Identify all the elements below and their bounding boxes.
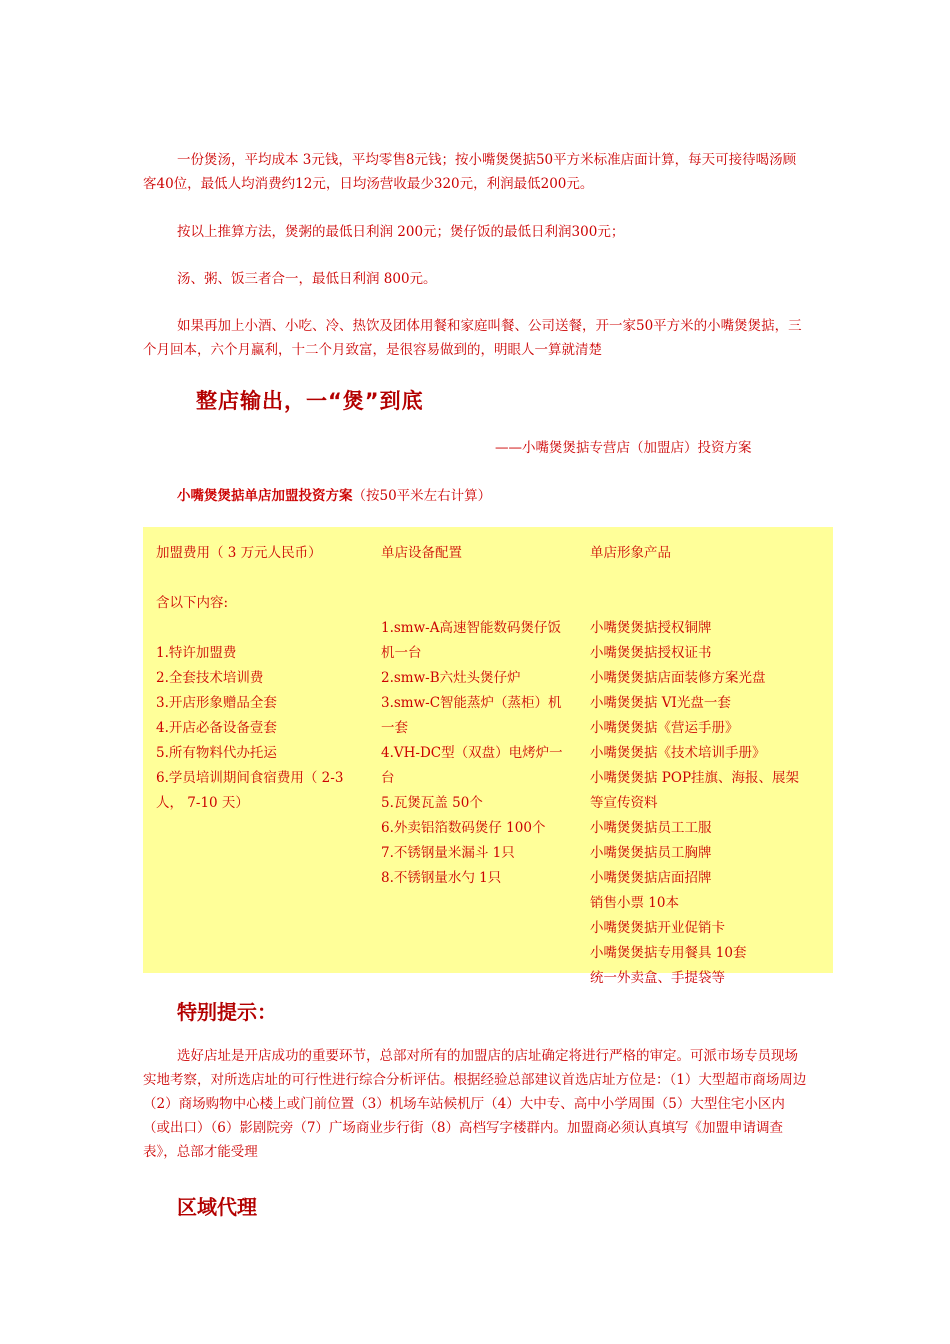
list-item: 小嘴煲煲掂《营运手册》 xyxy=(590,720,739,736)
list-item: 小嘴煲煲掂授权铜牌 xyxy=(590,620,712,636)
list-item: 小嘴煲煲掂员工工服 xyxy=(590,820,712,836)
section-subtitle-investment-plan: ——小嘴煲煲掂专营店（加盟店）投资方案 xyxy=(495,440,752,456)
list-item: 2.全套技术培训费 xyxy=(156,670,264,686)
list-item: 等宣传资料 xyxy=(590,795,658,811)
list-item: 统一外卖盒、手提袋等 xyxy=(590,970,725,986)
list-item: 小嘴煲煲掂 POP挂旗、海报、展架 xyxy=(590,770,800,786)
list-item: 人， 7-10 天） xyxy=(156,795,249,811)
list-item: 4.开店必备设备壹套 xyxy=(156,720,277,736)
list-item: 3.开店形象赠品全套 xyxy=(156,695,277,711)
list-item: 小嘴煲煲掂员工胸牌 xyxy=(590,845,712,861)
special-notice-paragraph: 选好店址是开店成功的重要环节，总部对所有的加盟店的店址确定将进行严格的审定。可派市场专员现场实地考察，对所选店址的可行性进行综合分析评估。根据经验总部建议首选店址方位是：（1）大型超市商场周边（2）商场购物中心楼上或门前位置（3）机场车站候机厅（4）大中专、高中小学周围（5）大型住宅小区内（或出口）（6）影剧院旁（7）广场商业步行街（8）高档写字楼群内。加盟商必须认真填写《加盟申请调查表》，总部才能受理 xyxy=(143,1048,807,1160)
list-item: 小嘴煲煲掂《技术培训手册》 xyxy=(590,745,766,761)
section-title-store-output: 整店输出，一“煲”到底 xyxy=(196,389,424,413)
plan-title-bold: 小嘴煲煲掂单店加盟投资方案 xyxy=(177,488,353,504)
list-item: 5.所有物料代办托运 xyxy=(156,745,277,761)
intro-paragraph-payback: 如果再加上小酒、小吃、冷、热饮及团体用餐和家庭叫餐、公司送餐，开一家50平方米的小嘴煲煲掂，三个月回本，六个月赢利，十二个月致富，是很容易做到的，明眼人一算就清楚 xyxy=(143,318,802,358)
section-title-regional-agent: 区域代理 xyxy=(177,1195,257,1219)
list-item: 4.VH-DC型（双盘）电烤炉一 xyxy=(381,745,563,761)
list-item: 小嘴煲煲掂店面装修方案光盘 xyxy=(590,670,766,686)
list-item: 小嘴煲煲掂开业促销卡 xyxy=(590,920,725,936)
list-item: 小嘴煲煲掂店面招牌 xyxy=(590,870,712,886)
table-column-franchise-fee xyxy=(156,541,366,816)
list-item: 2.smw-B六灶头煲仔炉 xyxy=(381,670,521,686)
plan-title xyxy=(177,484,491,504)
list-item: 7.不锈钢量米漏斗 1只 xyxy=(381,845,515,861)
list-item: 小嘴煲煲掂 VI光盘一套 xyxy=(590,695,731,711)
intro-paragraph-porridge-rice: 按以上推算方法，煲粥的最低日利润 200元；煲仔饭的最低日利润300元； xyxy=(177,224,625,240)
intro-paragraph-cost: 一份煲汤，平均成本 3元钱，平均零售8元钱；按小嘴煲煲掂50平方米标准店面计算，每天可接待喝汤顾客40位，最低人均消费约12元，日均汤营收最少320元，利润最低200元。 xyxy=(143,152,797,192)
list-item: 6.学员培训期间食宿费用（ 2-3 xyxy=(156,770,344,786)
list-item: 1.特许加盟费 xyxy=(156,645,237,661)
list-item: 一套 xyxy=(381,720,408,736)
intro-paragraph-combined: 汤、粥、饭三者合一，最低日利润 800元。 xyxy=(177,271,437,287)
list-item: 3.smw-C智能蒸炉（蒸柜）机 xyxy=(381,695,562,711)
list-item: 小嘴煲煲掂专用餐具 10套 xyxy=(590,945,747,961)
list-item: 小嘴煲煲掂授权证书 xyxy=(590,645,712,661)
plan-title-note: （按50平米左右计算） xyxy=(352,488,492,504)
list-item: 5.瓦煲瓦盖 50个 xyxy=(381,795,483,811)
list-item: 机一台 xyxy=(381,645,422,661)
list-item: 6.外卖铝箔数码煲仔 100个 xyxy=(381,820,546,836)
section-title-special-notice: 特别提示： xyxy=(177,1000,277,1024)
list-item: 销售小票 10本 xyxy=(590,895,679,911)
list-item: 台 xyxy=(381,770,395,786)
table-column-equipment xyxy=(381,541,571,891)
column-header-equipment: 单店设备配置 xyxy=(381,545,462,561)
column-intro: 含以下内容: xyxy=(156,595,229,611)
table-column-image-products xyxy=(590,541,822,991)
column-header-image-products: 单店形象产品 xyxy=(590,545,671,561)
column-header-franchise-fee: 加盟费用（ 3 万元人民币） xyxy=(156,545,322,561)
franchise-plan-table xyxy=(143,527,833,986)
list-item: 1.smw-A高速智能数码煲仔饭 xyxy=(381,620,561,636)
list-item: 8.不锈钢量水勺 1只 xyxy=(381,870,502,886)
